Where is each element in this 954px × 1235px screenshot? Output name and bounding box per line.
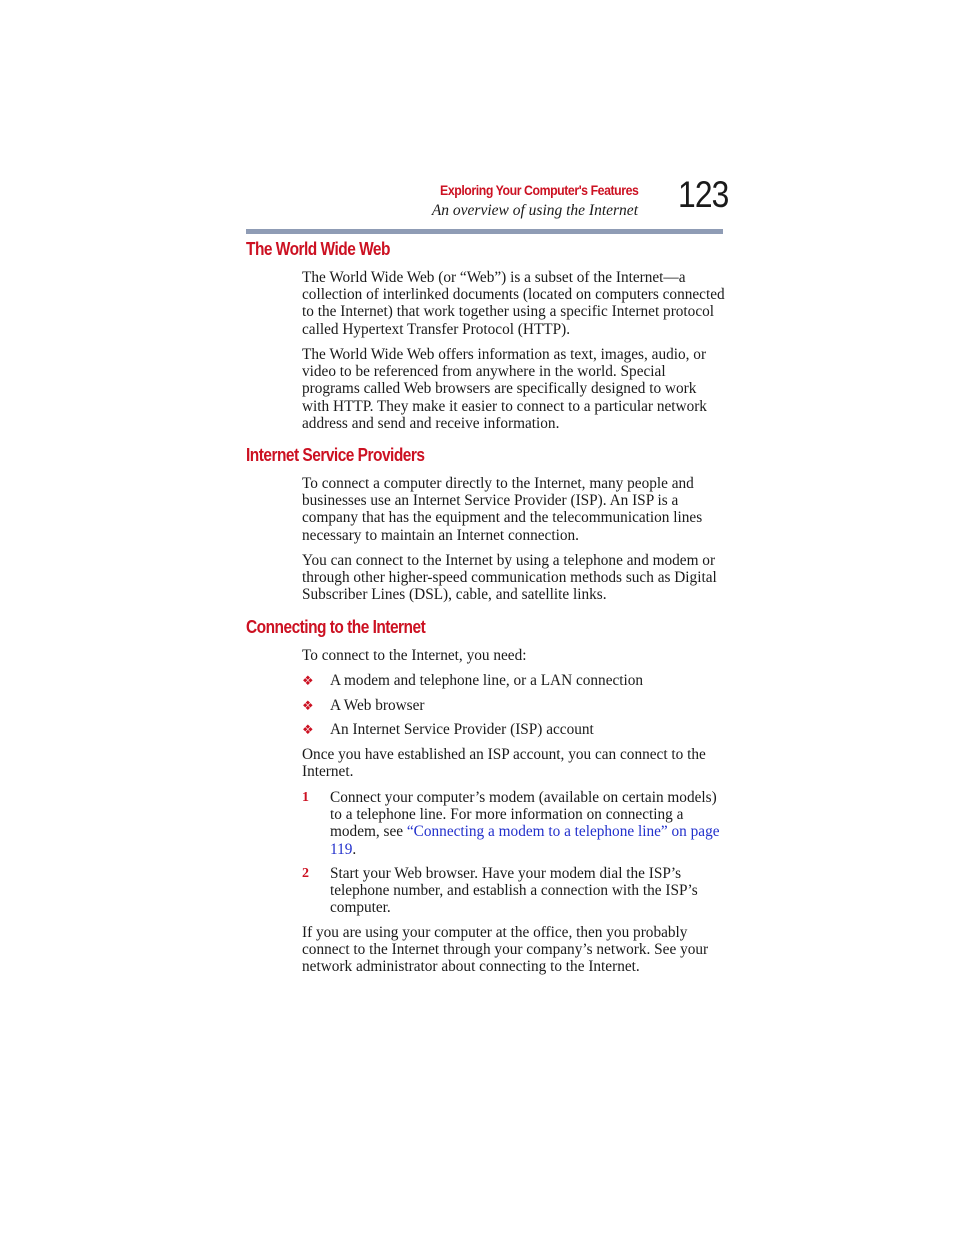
step-number: 2 [302, 866, 309, 881]
list-item-text: A modem and telephone line, or a LAN connection [330, 672, 644, 689]
chapter-title: Exploring Your Computer's Features [439, 182, 638, 198]
isp-paragraph-1: To connect a computer directly to the Internet, many people and businesses use an Internet Service Provider (ISP). An ISP is a company that has the equipment and the telecommunication lines necessary to maintain an Internet connection. [302, 475, 703, 544]
running-header [413, 181, 638, 221]
diamond-bullet-icon: ❖ [302, 722, 314, 737]
after-bullets-paragraph: Once you have established an ISP account, you can connect to the Internet. [302, 746, 706, 781]
diamond-bullet-icon: ❖ [302, 673, 314, 688]
step-number: 1 [302, 790, 309, 805]
header-rule [246, 229, 723, 234]
www-paragraph-1: The World Wide Web (or “Web”) is a subset of the Internet—a collection of interlinked documents (located on computers connected to the Internet) that work together using a specific Internet protocol called Hypertext Transfer Protocol (HTTP). [302, 269, 725, 338]
list-item-text: An Internet Service Provider (ISP) account [330, 721, 594, 738]
page-number: 123 [678, 174, 729, 215]
step-text [330, 789, 722, 858]
step-text-after: . [352, 840, 357, 858]
isp-paragraph-2: You can connect to the Internet by using a telephone and modem or through other higher-speed communication methods such as Digital Subscriber Lines (DSL), cable, and satellite links. [302, 552, 717, 604]
cross-reference-link[interactable]: “Connecting a modem to a telephone line” on page 119 [330, 823, 720, 858]
closing-paragraph: If you are using your computer at the office, then you probably connect to the Internet through your company’s network. See your network administrator about connecting to the Internet. [302, 924, 709, 976]
heading-internet-service-providers: Internet Service Providers [246, 445, 425, 465]
diamond-bullet-icon: ❖ [302, 698, 314, 713]
heading-connecting-to-internet: Connecting to the Internet [246, 617, 426, 637]
list-item-text: A Web browser [330, 697, 425, 714]
step-text-before: Connect your computer’s modem (available on certain models) to a telephone line. For more information on connecting a modem, see [330, 789, 717, 841]
heading-world-wide-web: The World Wide Web [246, 239, 390, 259]
step-text: Start your Web browser. Have your modem dial the ISP’s telephone number, and establish a connection with the ISP’s computer. [330, 865, 698, 917]
section-title: An overview of using the Internet [431, 202, 638, 219]
www-paragraph-2: The World Wide Web offers information as text, images, audio, or video to be referenced from anywhere in the world. Special programs called Web browsers are specifically designed to work with HTTP. They make it easier to connect to a particular network address and send and receive information. [302, 346, 707, 432]
connecting-intro: To connect to the Internet, you need: [302, 647, 527, 664]
